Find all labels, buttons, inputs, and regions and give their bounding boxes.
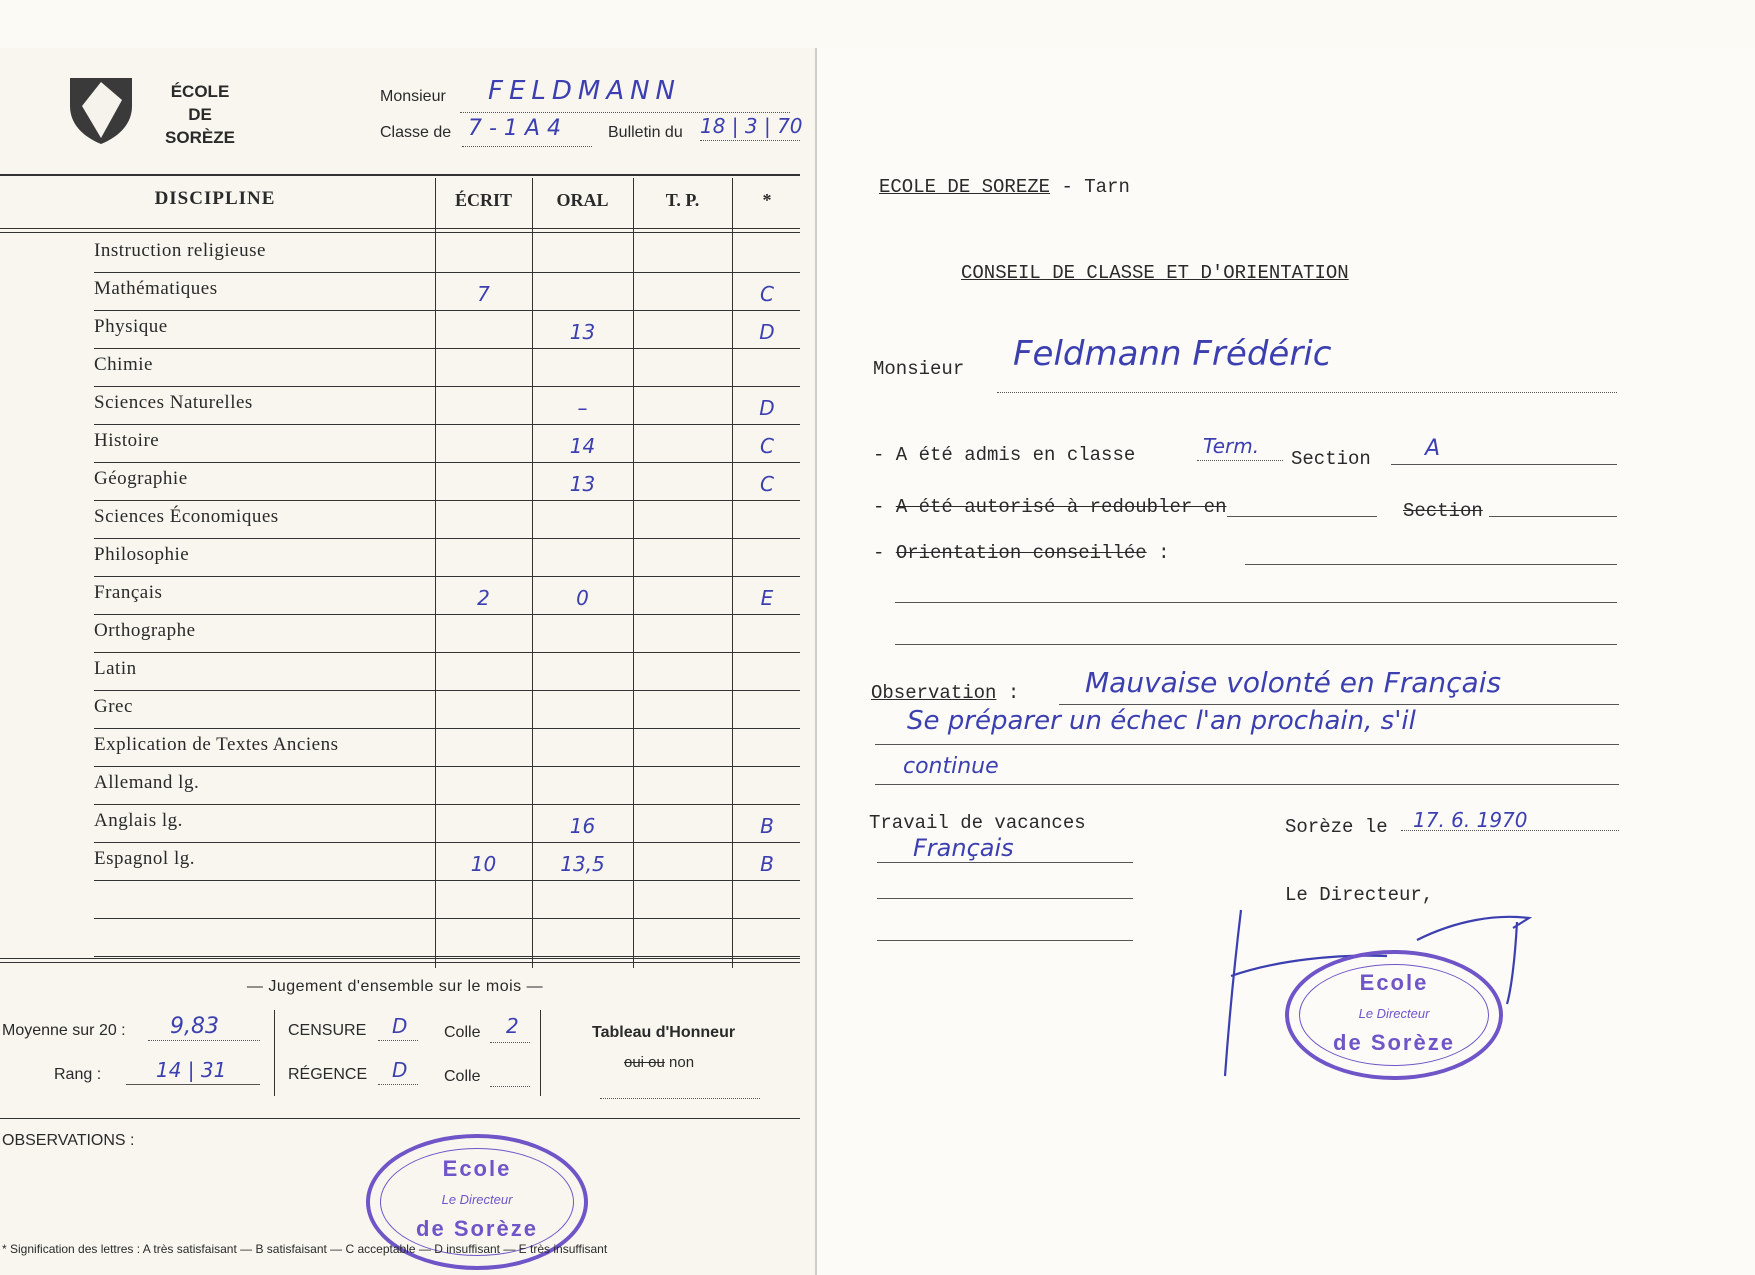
- right-school-heading: [879, 176, 1130, 198]
- bulletin-label: Bulletin du: [608, 124, 683, 141]
- monsieur-value: FELDMANN: [488, 76, 682, 106]
- colle2-label: Colle: [444, 1068, 481, 1085]
- school-name-line2: DE: [188, 105, 212, 124]
- table-row-divider: [94, 956, 800, 957]
- classe-label: Classe de: [380, 124, 452, 141]
- observation-line1: Mauvaise volonté en Français: [1085, 666, 1502, 699]
- director-stamp-top: Ecole: [1359, 970, 1429, 995]
- header-oral: ORAL: [556, 190, 609, 210]
- header-discipline: DISCIPLINE: [154, 188, 276, 209]
- right-school-name: ECOLE DE SOREZE: [879, 176, 1051, 198]
- table-row-divider: [94, 690, 800, 691]
- grade-cell-star: B: [760, 852, 774, 876]
- admis-value: Term.: [1203, 434, 1260, 458]
- grade-cell-discipline: Sciences Naturelles: [94, 392, 253, 413]
- grade-cell-discipline: Grec: [94, 696, 133, 717]
- school-name-line1: ÉCOLE: [170, 82, 230, 101]
- director-stamp: [1285, 950, 1503, 1080]
- colle1-value: 2: [506, 1014, 519, 1038]
- grade-cell-discipline: Mathématiques: [94, 278, 218, 299]
- grade-cell-discipline: Histoire: [94, 430, 160, 451]
- moyenne-label: Moyenne sur 20 :: [2, 1022, 126, 1039]
- right-school-region: - Tarn: [1061, 176, 1130, 198]
- report-card-spread: [0, 48, 1755, 1275]
- judgement-title: — Jugement d'ensemble sur le mois —: [246, 978, 544, 995]
- grade-cell-discipline: Physique: [94, 316, 168, 337]
- table-row-divider: [94, 348, 800, 349]
- bulletin-page: [0, 48, 817, 1275]
- grade-cell-star: C: [760, 434, 774, 458]
- header-star: *: [762, 190, 772, 210]
- moyenne-value: 9,83: [170, 1014, 219, 1039]
- tableau-options: [624, 1054, 694, 1071]
- right-monsieur-label: Monsieur: [873, 358, 965, 380]
- censure-value: D: [392, 1014, 408, 1038]
- table-row-divider: [94, 652, 800, 653]
- grade-cell-discipline: Latin: [94, 658, 137, 679]
- orientation-line: - Orientation conseillée :: [873, 542, 1170, 564]
- table-row-divider: [94, 918, 800, 919]
- grade-cell-discipline: Chimie: [94, 354, 153, 375]
- header-tp: T. P.: [665, 190, 700, 210]
- travail-label: Travail de vacances: [869, 812, 1086, 834]
- rang-value: 14 | 31: [156, 1058, 227, 1082]
- grade-cell-discipline: Anglais lg.: [94, 810, 183, 831]
- orientation-colon: :: [1158, 542, 1170, 564]
- letters-footnote: * Signification des lettres : A très satisfaisant — B satisfaisant — C acceptable — D insuffisant — E très insuffisant: [2, 1242, 608, 1256]
- table-row-divider: [94, 614, 800, 615]
- table-row-divider: [94, 766, 800, 767]
- table-row-divider: [94, 462, 800, 463]
- censure-label: CENSURE: [288, 1022, 367, 1039]
- observation-label-line: [871, 682, 1019, 704]
- soreze-label: Sorèze le: [1285, 816, 1388, 838]
- grade-cell-oral: –: [577, 396, 588, 420]
- right-monsieur-value: Feldmann Frédéric: [1013, 334, 1332, 374]
- grade-cell-oral: 13: [569, 472, 596, 496]
- observations-label: OBSERVATIONS :: [2, 1132, 135, 1149]
- grade-cell-discipline: Allemand lg.: [94, 772, 200, 793]
- grade-cell-oral: 16: [569, 814, 596, 838]
- grade-cell-discipline: Philosophie: [94, 544, 190, 565]
- directeur-label: Le Directeur,: [1285, 884, 1434, 906]
- grade-cell-star: D: [759, 320, 775, 344]
- grade-cell-discipline: Sciences Économiques: [94, 506, 279, 527]
- redoubler-line: - A été autorisé à redoubler en: [873, 496, 1227, 518]
- soreze-date: 17. 6. 1970: [1413, 808, 1528, 832]
- stamp-top: Ecole: [442, 1156, 512, 1181]
- grade-cell-oral: 14: [569, 434, 596, 458]
- redoubler-label: A été autorisé à redoubler en: [895, 496, 1227, 518]
- observation-label: Observation: [871, 682, 997, 704]
- school-shield-icon: [68, 76, 134, 146]
- table-row-divider: [94, 386, 800, 387]
- colle1-label: Colle: [444, 1024, 481, 1041]
- bulletin-value: 18 | 3 | 70: [700, 114, 803, 138]
- grade-cell-discipline: Orthographe: [94, 620, 196, 641]
- regence-value: D: [392, 1058, 408, 1082]
- stamp-middle: Le Directeur: [441, 1192, 513, 1207]
- tableau-label: Tableau d'Honneur: [592, 1024, 736, 1041]
- grade-cell-oral: 13: [569, 320, 596, 344]
- grade-cell-star: C: [760, 472, 774, 496]
- director-stamp-bottom: de Sorèze: [1333, 1030, 1455, 1055]
- grade-cell-discipline: Français: [94, 582, 163, 603]
- section-value: A: [1425, 436, 1441, 461]
- observation-colon: :: [1007, 682, 1020, 704]
- table-row-divider: [94, 500, 800, 501]
- grade-cell-star: E: [760, 586, 774, 610]
- table-row-divider: [94, 538, 800, 539]
- tableau-non: non: [669, 1054, 695, 1071]
- director-stamp-middle: Le Directeur: [1358, 1006, 1430, 1021]
- table-row-divider: [94, 728, 800, 729]
- grade-cell-discipline: Géographie: [94, 468, 188, 489]
- grade-cell-star: D: [759, 396, 775, 420]
- grade-cell-discipline: Instruction religieuse: [94, 240, 266, 261]
- stamp-bottom: de Sorèze: [416, 1216, 538, 1241]
- grade-cell-star: C: [760, 282, 774, 306]
- orientation-label: Orientation conseillée: [895, 542, 1147, 564]
- section-label: Section: [1291, 448, 1371, 470]
- tableau-struck: oui ou: [624, 1054, 665, 1071]
- school-name-line3: SORÈZE: [165, 128, 235, 147]
- school-name: [160, 80, 240, 149]
- grade-cell-ecrit: 2: [477, 586, 490, 610]
- table-row-divider: [94, 576, 800, 577]
- grade-cell-ecrit: 10: [470, 852, 497, 876]
- grade-cell-discipline: Espagnol lg.: [94, 848, 195, 869]
- grade-cell-oral: 13,5: [560, 852, 605, 876]
- table-row-divider: [94, 310, 800, 311]
- table-row-divider: [94, 804, 800, 805]
- conseil-title: CONSEIL DE CLASSE ET D'ORIENTATION: [961, 262, 1349, 284]
- table-row-divider: [94, 880, 800, 881]
- admis-label: - A été admis en classe: [873, 444, 1136, 466]
- table-row-divider: [94, 424, 800, 425]
- grade-cell-ecrit: 7: [477, 282, 490, 306]
- redoubler-section: Section: [1403, 500, 1483, 522]
- grade-cell-discipline: Explication de Textes Anciens: [94, 734, 339, 755]
- regence-label: RÉGENCE: [288, 1066, 368, 1083]
- rang-label: Rang :: [54, 1066, 102, 1083]
- header-ecrit: ÉCRIT: [454, 190, 512, 210]
- travail-value: Français: [913, 834, 1014, 862]
- classe-value: 7 - 1 A 4: [468, 116, 561, 141]
- monsieur-label: Monsieur: [380, 88, 446, 105]
- grade-cell-oral: 0: [576, 586, 589, 610]
- observation-line3: continue: [903, 754, 999, 779]
- table-row-divider: [94, 272, 800, 273]
- grade-cell-star: B: [760, 814, 774, 838]
- table-row-divider: [94, 842, 800, 843]
- conseil-page: [817, 48, 1755, 1275]
- observation-line2: Se préparer un échec l'an prochain, s'il: [907, 706, 1416, 736]
